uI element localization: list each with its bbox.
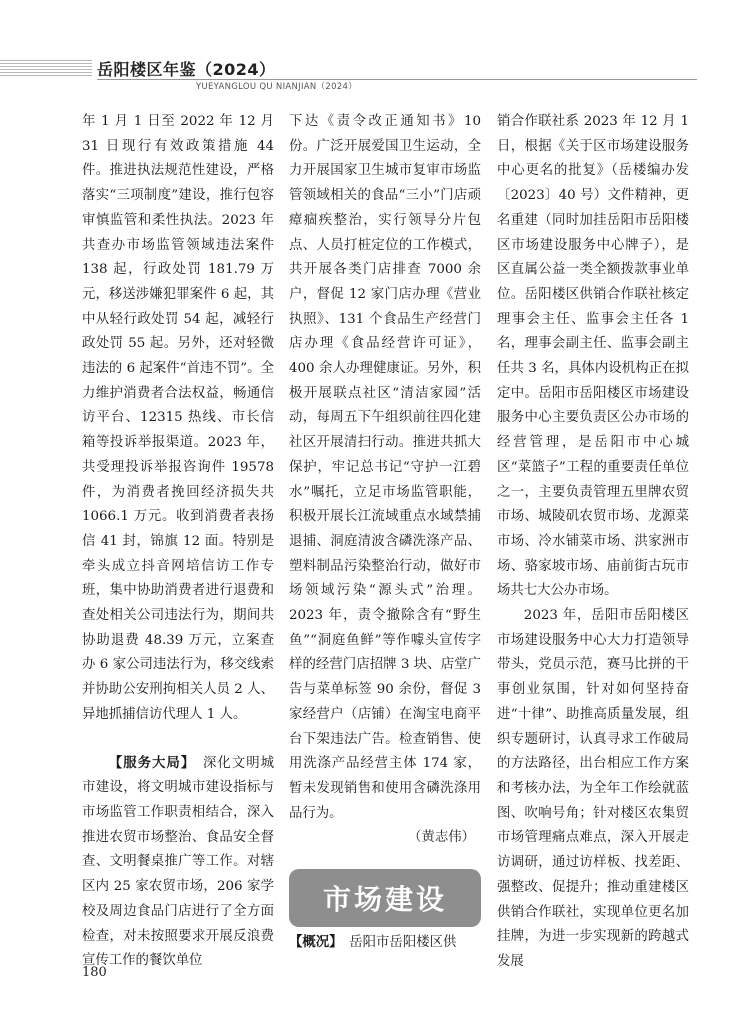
paragraph: 2023 年，岳阳市岳阳楼区市场建设服务中心大力打造领导带头，党员示范，赛马比拼的干事创业氛围，针对如何坚持奋进“十律”、助推高质量发展，组织专题研讨，认真寻求工作破局的方法路径，出台相应工作方案和考核办法，为全年工作绘就蓝图、吹响号角；针对楼区农集贸市场管理痛点难点，深入开展走访调研，通过访样板、找差距、强整改、促提升；推动重建楼区供销合作联社，实现单位更名加挂牌，为进一步实现新的跨越式发展 (497, 608, 689, 969)
page-number: 180 (82, 965, 107, 980)
paragraph-continued: 年 1 月 1 日至 2022 年 12 月 31 日现行有效政策措施 44 件。推进执法规范性建设，严格落实“三项制度”建设，推行包容审慎监管和柔性执法。2023 年共查办市场监管领域违法案件 138 起，行政处罚 181.79 万元，移送涉嫌犯罪案件 6 起，其中从轻行政处罚 54 起，减轻行政处罚 55 起。另外，还对轻微违法的 6 起案件“首违不罚”。全力维护消费者合法权益，畅通信访平台、12315 热线、市长信箱等投诉举报渠道。2023 年，共受理投诉举报咨询件 19578 件，为消费者挽回经济损失共 1066.1 万元。收到消费者表扬信 41 封，锦旗 12 面。特别是牵头成立抖音网培信访工作专班，集中协助消费者进行退费和查处相关公司违法行为，期间共协助退费 48.39 万元，立案查办 6 家公司违法行为，移交线索并协助公安刑拘相关人员 2 人、异地抓捕信访代理人 1 人。 (82, 114, 274, 722)
subheading-tag: 【概况】 (289, 935, 336, 951)
paragraph-continued: 下达《责令改正通知书》10 份。广泛开展爱国卫生运动，全力开展国家卫生城市复审市场监管领域相关的食品“三小”门店顽瘴痼疾整治，实行领导分片包点、人员打桩定位的工作模式，共开展各类门店排查 7000 余户，督促 12 家门店办理《营业执照》、131 个食品生产经营门店办理《食品经营许可证》，400 余人办理健康证。另外，积极开展联点社区“清洁家园”活动，每周五下午组织前往四化建社区开展清扫行动。推进共抓大保护，牢记总书记“守护一江碧水”嘱托，立足市场监管职能，积极开展长江流域重点水域禁捕退捕、洞庭清波含磷洗涤产品、塑料制品污染整治行动，做好市场领域污染“源头式”治理。2023 年，责令撤除含有“野生鱼”“洞庭鱼鲜”等作噱头宣传字样的经营门店招牌 3 块、店堂广告与菜单标签 90 余份，督促 3 家经营户（店铺）在淘宝电商平台下架违法广告。检查销售、使用洗涤产品经营主体 174 家，暂未发现销售和使用含磷洗涤用品行为。 (289, 114, 481, 821)
text-column-3 (497, 110, 689, 975)
header-stripes-decoration (0, 60, 92, 78)
text-column-1 (82, 110, 274, 974)
paragraph-service (82, 752, 274, 974)
section-title-banner: 市场建设 (289, 869, 481, 927)
paragraph-text: 深化文明城市建设，将文明城市建设指标与市场监管工作职责相结合，深入推进农贸市场整治、食品安全督查、文明餐桌推广等工作。对辖区内 25 家农贸市场，206 家学校及周边食品门店进行了全方面检查，对未按照要求开展反浪费宣传工作的餐饮单位 (82, 755, 275, 969)
author-credit: （黄志伟） (408, 830, 475, 846)
text-column-2 (289, 110, 481, 956)
paragraph-text: 岳阳市岳阳楼区供 (349, 935, 457, 951)
paragraph-overview (289, 931, 481, 956)
header-rule (97, 79, 697, 80)
running-header-title: 岳阳楼区年鉴（2024） (97, 60, 276, 79)
subheading-tag: 【服务大局】 (108, 755, 189, 771)
running-header-subtitle: YUEYANGLOU QU NIANJIAN（2024） (196, 82, 357, 92)
paragraph-continued: 销合作联社系 2023 年 12 月 1 日，根据《关于区市场建设服务中心更名的批复》（岳楼编办发〔2023〕40 号）文件精神，更名重建（同时加挂岳阳市岳阳楼区市场建设服务中心牌子），是区直属公益一类全额拨款事业单位。岳阳楼区供销合作联社核定理事会主任、监事会主任各 1 名，理事会副主任、监事会副主任共 3 名，具体内设机构正在拟定中。岳阳市岳阳楼区市场建设服务中心主要负责区公办市场的经营管理，是岳阳市中心城区“菜篮子”工程的重要责任单位之一，主要负责管理五里牌农贸市场、城陵矶农贸市场、龙源菜市场、冷水铺菜市场、洪家洲市场、骆家坡市场、庙前街古玩市场共七大公办市场。 (497, 114, 689, 599)
